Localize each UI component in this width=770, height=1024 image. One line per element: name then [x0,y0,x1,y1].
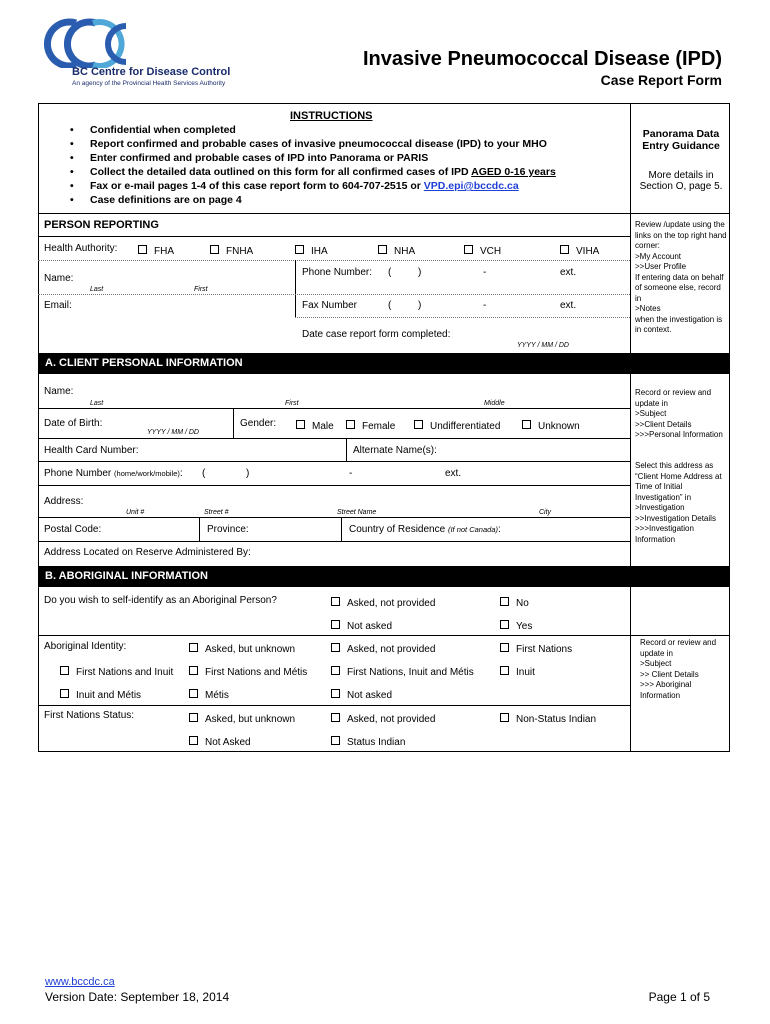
instruction-item: • Report confirmed and probable cases of invasive pneumococcal disease (IPD) to your MHO [70,138,547,150]
paren: ( [388,267,392,278]
divider [38,260,630,261]
divider [38,438,630,439]
ha-viha-checkbox[interactable]: VIHA [560,245,599,257]
identity-asked-but-unknown-checkbox[interactable]: Asked, but unknown [189,643,295,655]
reserve-label: Address Located on Reserve Administered By: [44,547,251,558]
divider [38,213,730,214]
instruction-item: • Enter confirmed and probable cases of IPD into Panorama or PARIS [70,152,429,164]
divider [295,260,296,317]
paren: ( [202,468,206,479]
org-name: BC Centre for Disease Control [72,66,231,78]
identity-fn-inuit-metis-checkbox[interactable]: First Nations, Inuit and Métis [331,666,474,678]
divider [38,517,630,518]
identity-inuit-checkbox[interactable]: Inuit [500,666,535,678]
divider [38,705,630,706]
identity-fn-metis-checkbox[interactable]: First Nations and Métis [189,666,307,678]
health-card-label: Health Card Number: [44,445,139,456]
fax-label: Fax Number [302,300,358,311]
identity-metis-checkbox[interactable]: Métis [189,689,229,701]
identity-first-nations-checkbox[interactable]: First Nations [500,643,572,655]
guidance-more: More details in Section O, page 5. [639,170,723,192]
status-not-asked-checkbox[interactable]: Not Asked [189,736,251,748]
cdc-logo-icon [38,18,238,68]
name-label: Name: [44,273,74,284]
status-non-status-checkbox[interactable]: Non-Status Indian [500,713,596,725]
paren: ) [246,468,250,479]
ext-label: ext. [560,267,577,278]
instruction-item: • Case definitions are on page 4 [70,194,242,206]
phone-label: Phone Number: [302,267,373,278]
divider [233,408,234,438]
form-title: Invasive Pneumococcal Disease (IPD) [362,48,722,70]
divider [38,541,630,542]
identity-inuit-metis-checkbox[interactable]: Inuit and Métis [60,689,141,701]
dob-format-hint: YYYY / MM / DD [147,429,199,436]
date-format-hint: YYYY / MM / DD [517,342,569,349]
paren: ) [418,300,422,311]
city-hint: City [539,509,552,516]
paren: ( [388,300,392,311]
name-first-hint: First [194,286,208,293]
client-phone-label: Phone Number (home/work/mobile): [44,468,183,479]
ha-fnha-checkbox[interactable]: FNHA [210,245,253,257]
instruction-item: • Confidential when completed [70,124,236,136]
status-asked-but-unknown-checkbox[interactable]: Asked, but unknown [189,713,295,725]
section-b-heading: B. ABORIGINAL INFORMATION [38,566,730,587]
self-id-asked-not-provided-checkbox[interactable]: Asked, not provided [331,597,435,609]
instruction-item: • Fax or e-mail pages 1-4 of this case report form to 604-707-2515 or VPD.epi@bccdc.ca [70,180,519,192]
divider [38,485,630,486]
ha-iha-checkbox[interactable]: IHA [295,245,328,257]
divider [38,461,630,462]
ext-label: ext. [560,300,577,311]
email-link[interactable]: VPD.epi@bccdc.ca [423,180,519,192]
self-identify-question: Do you wish to self-identify as an Aboriginal Person? [44,595,277,606]
side-divider [630,103,631,752]
gender-label: Gender: [240,418,277,429]
dash: - [483,267,487,278]
instruction-item: • Collect the detailed data outlined on this form for all confirmed cases of IPD AGED 0-16 years [70,166,556,178]
identity-not-asked-checkbox[interactable]: Not asked [331,689,392,701]
status-asked-not-provided-checkbox[interactable]: Asked, not provided [331,713,435,725]
footer-page-number: Page 1 of 5 [648,990,710,1004]
gender-female-checkbox[interactable]: Female [346,420,395,432]
divider [295,317,630,318]
self-id-no-checkbox[interactable]: No [500,597,529,609]
ha-fha-checkbox[interactable]: FHA [138,245,174,257]
paren: ) [418,267,422,278]
status-indian-checkbox[interactable]: Status Indian [331,736,405,748]
client-last-hint: Last [90,400,104,407]
country-label: Country of Residence (If not Canada): [349,524,501,535]
instructions-title: INSTRUCTIONS [290,110,373,122]
ext-label: ext. [445,468,462,479]
divider [341,517,342,541]
identity-fn-inuit-checkbox[interactable]: First Nations and Inuit [60,666,173,678]
form-subtitle: Case Report Form [600,72,722,88]
dash: - [349,468,353,479]
street-name-hint: Street Name [337,509,377,516]
person-side-note: Review /update using the links on the top right hand corner: >My Account >>User Profile If entering data on behalf of someone else, record in >Notes when the investigation is in context. [635,220,727,334]
unit-hint: Unit # [126,509,145,516]
province-label: Province: [207,524,249,535]
postal-code-label: Postal Code: [44,524,102,535]
alternate-name-label: Alternate Name(s): [353,445,437,456]
guidance-title: Panorama Data Entry Guidance [642,128,720,152]
section-a-side-note-1: Record or review and update in >Subject >>Client Details >>>Personal Information [635,388,723,439]
aboriginal-identity-label: Aboriginal Identity: [44,641,127,652]
divider [38,294,630,295]
footer-version: Version Date: September 18, 2014 [45,990,230,1004]
section-b-side-note: Record or review and update in >Subject >> Client Details >>> Aboriginal Information [640,638,717,700]
section-a-side-note-2: Select this address as “Client Home Address at Time of Initial Investigation” in >Investigation >>Investigation Details >>>Investigation Information [635,461,722,544]
org-tagline: An agency of the Provincial Health Services Authority [72,80,226,87]
ha-label: Health Authority: [44,243,118,254]
divider [346,438,347,461]
footer-website-link[interactable]: www.bccdc.ca [45,976,115,988]
address-label: Address: [44,496,84,507]
client-middle-hint: Middle [484,400,505,407]
self-id-yes-checkbox[interactable]: Yes [500,620,532,632]
section-a-heading: A. CLIENT PERSONAL INFORMATION [38,353,730,374]
identity-asked-not-provided-checkbox[interactable]: Asked, not provided [331,643,435,655]
name-last-hint: Last [90,286,104,293]
client-name-label: Name: [44,386,74,397]
divider [199,517,200,541]
gender-male-checkbox[interactable]: Male [296,420,334,432]
divider [38,408,630,409]
first-nations-status-label: First Nations Status: [44,710,135,721]
date-completed-label: Date case report form completed: [302,329,451,340]
gender-undifferentiated-checkbox[interactable]: Undifferentiated [414,420,500,432]
email-label: Email: [44,300,72,311]
gender-unknown-checkbox[interactable]: Unknown [522,420,580,432]
dash: - [483,300,487,311]
divider [38,236,630,237]
person-reporting-heading: PERSON REPORTING [44,219,159,231]
self-id-not-asked-checkbox[interactable]: Not asked [331,620,392,632]
street-no-hint: Street # [204,509,229,516]
divider [38,635,730,636]
ha-vch-checkbox[interactable]: VCH [464,245,501,257]
dob-label: Date of Birth: [44,418,103,429]
ha-nha-checkbox[interactable]: NHA [378,245,415,257]
client-first-hint: First [285,400,299,407]
